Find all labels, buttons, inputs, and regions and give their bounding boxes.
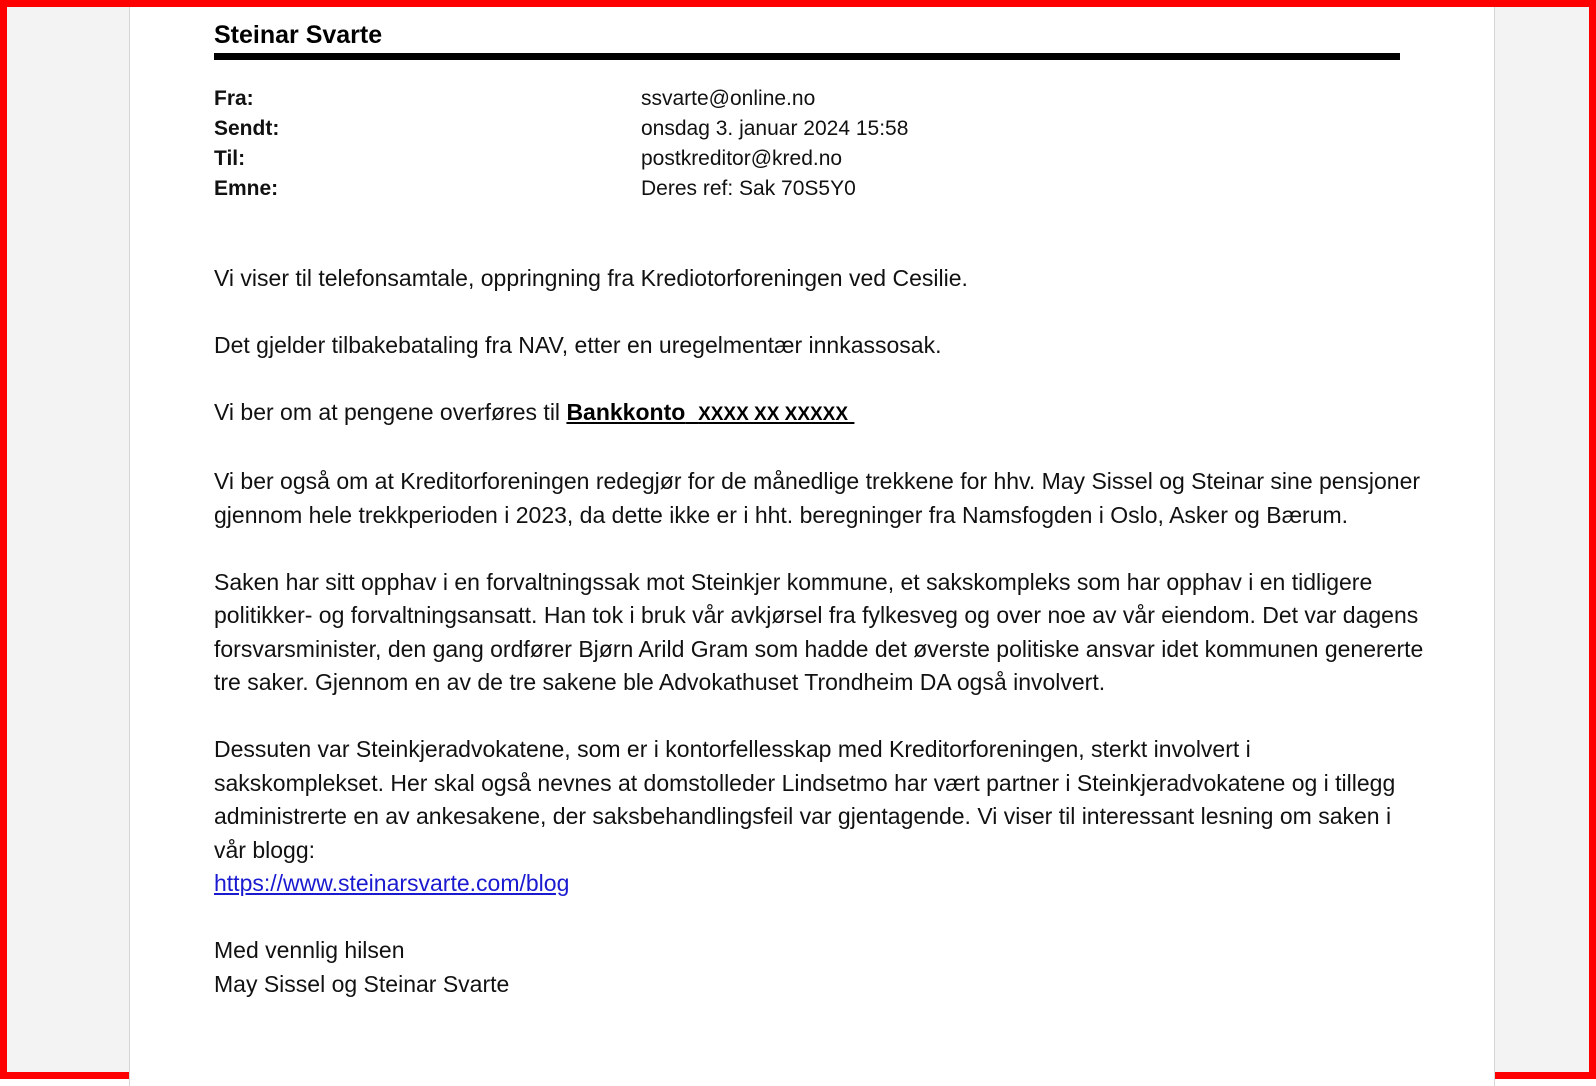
from-value: ssvarte@online.no xyxy=(641,87,816,110)
body-paragraph-6-text: Dessuten var Steinkjeradvokatene, som er i kontorfellesskap med Kreditorforeningen, sterkt involvert i sakskomplekset. Her skal også nevnes at domstolleder Lindsetmo har vært partner i Steinkjeradvokatene og i tillegg administrerte en av ankesakene, der saksbehandlingsfeil var gjentagende. Vi viser til interessant lesning om saken i vår blogg: xyxy=(214,736,1396,863)
signature-block xyxy=(214,934,1424,1001)
body-paragraph-2: Det gjelder tilbakebataling fra NAV, etter en uregelmentær innkassosak. xyxy=(214,332,942,358)
header-rule xyxy=(214,53,1400,60)
email-page xyxy=(129,7,1495,1086)
email-body xyxy=(214,262,1424,1001)
transfer-text: Vi ber om at pengene overføres til xyxy=(214,399,567,425)
bank-account-reference xyxy=(566,399,854,425)
sender-name: Steinar Svarte xyxy=(214,21,383,49)
header-row-subject xyxy=(214,174,1314,204)
bank-account-label: Bankkonto xyxy=(566,399,686,425)
to-value: postkreditor@kred.no xyxy=(641,147,843,170)
signature-names: May Sissel og Steinar Svarte xyxy=(214,970,510,997)
header-row-sent xyxy=(214,114,1314,144)
closing-text: Med vennlig hilsen xyxy=(214,937,405,963)
blog-link[interactable]: https://www.steinarsvarte.com/blog xyxy=(214,870,570,896)
header-row-to xyxy=(214,144,1314,174)
from-label: Fra: xyxy=(214,87,254,110)
body-paragraph-1: Vi viser til telefonsamtale, oppringning fra Krediotorforeningen ved Cesilie. xyxy=(214,265,968,291)
body-paragraph-6 xyxy=(214,733,1424,901)
bank-account-number: XXXX XX XXXXX xyxy=(698,404,849,425)
body-paragraph-4: Vi ber også om at Kreditorforeningen redegjør for de månedlige trekkene for hhv. May Sissel og Steinar sine pensjoner gjennom hele trekkperioden i 2023, da dette ikke er i hht. beregninger fra Namsfogden i Oslo, Asker og Bærum. xyxy=(214,468,1421,528)
sent-value: onsdag 3. januar 2024 15:58 xyxy=(641,117,909,140)
header-row-from xyxy=(214,84,1314,114)
body-paragraph-3 xyxy=(214,396,1424,432)
subject-value: Deres ref: Sak 70S5Y0 xyxy=(641,177,856,200)
subject-label: Emne: xyxy=(214,177,279,200)
to-label: Til: xyxy=(214,147,246,170)
body-paragraph-5: Saken har sitt opphav i en forvaltningssak mot Steinkjer kommune, et sakskompleks som har opphav i en tidligere politikker- og forvaltningsansatt. Han tok i bruk vår avkjørsel fra fylkesveg og over noe av vår eiendom. Det var dagens forsvarsminister, den gang ordfører Bjørn Arild Gram som hadde det øverste politiske ansvar idet kommunen genererte tre saker. Gjennom en av de tre sakene ble Advokathuset Trondheim DA også involvert. xyxy=(214,568,1424,695)
sent-label: Sendt: xyxy=(214,117,280,140)
